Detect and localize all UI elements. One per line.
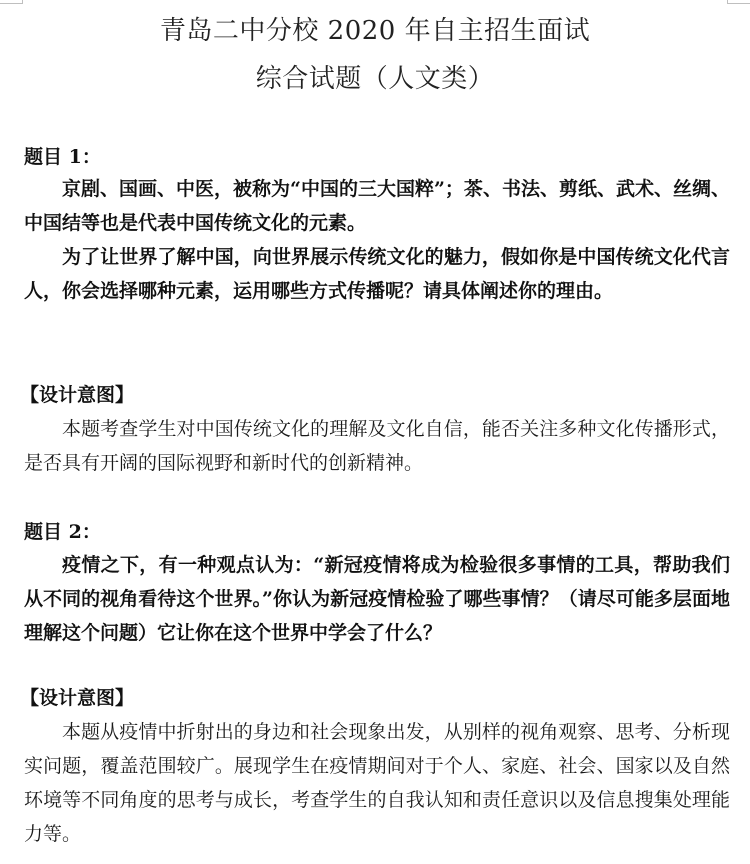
- question-2-heading: [24, 515, 730, 549]
- document-subtitle: 综合试题（人文类）: [255, 64, 495, 94]
- page-corner-mark-right: [727, 0, 750, 4]
- design-intent-1-body: [24, 412, 730, 480]
- design-intent-2-label: 【设计意图】: [20, 687, 135, 709]
- question-1-body: [24, 172, 730, 308]
- question-1-paragraph-2: 为了让世界了解中国，向世界展示传统文化的魅力，假如你是中国传统文化代言人，你会选择哪种元素，运用哪些方式传播呢？请具体阐述你的理由。: [24, 246, 730, 302]
- question-1-heading: [24, 140, 730, 174]
- question-2-label: 题目 2：: [24, 521, 101, 543]
- question-2-paragraph: 疫情之下，有一种观点认为：“新冠疫情将成为检验很多事情的工具，帮助我们从不同的视角看待这个世界。”你认为新冠疫情检验了哪些事情？（请尽可能多层面地理解这个问题）它让你在这个世界中学会了什么？: [24, 554, 730, 644]
- design-intent-2-body: [24, 715, 730, 851]
- question-2-body: [24, 548, 730, 650]
- question-1-label: 题目 1：: [24, 146, 101, 168]
- document-title: 青岛二中分校 2020 年自主招生面试: [159, 16, 591, 46]
- design-intent-2-paragraph: 本题从疫情中折射出的身边和社会现象出发，从别样的视角观察、思考、分析现实问题，覆盖范围较广。展现学生在疫情期间对于个人、家庭、社会、国家以及自然环境等不同角度的思考与成长，考查学生的自我认知和责任意识以及信息搜集处理能力等。: [24, 721, 730, 845]
- design-intent-1-heading: [20, 378, 730, 412]
- design-intent-1-label: 【设计意图】: [20, 384, 135, 406]
- question-1-paragraph-1: 京剧、国画、中医，被称为“中国的三大国粹”；茶、书法、剪纸、武术、丝绸、中国结等也是代表中国传统文化的元素。: [24, 178, 730, 234]
- page-corner-mark-left: [0, 0, 23, 4]
- design-intent-2-heading: [20, 681, 730, 715]
- design-intent-1-paragraph: 本题考查学生对中国传统文化的理解及文化自信，能否关注多种文化传播形式，是否具有开阔的国际视野和新时代的创新精神。: [24, 418, 730, 474]
